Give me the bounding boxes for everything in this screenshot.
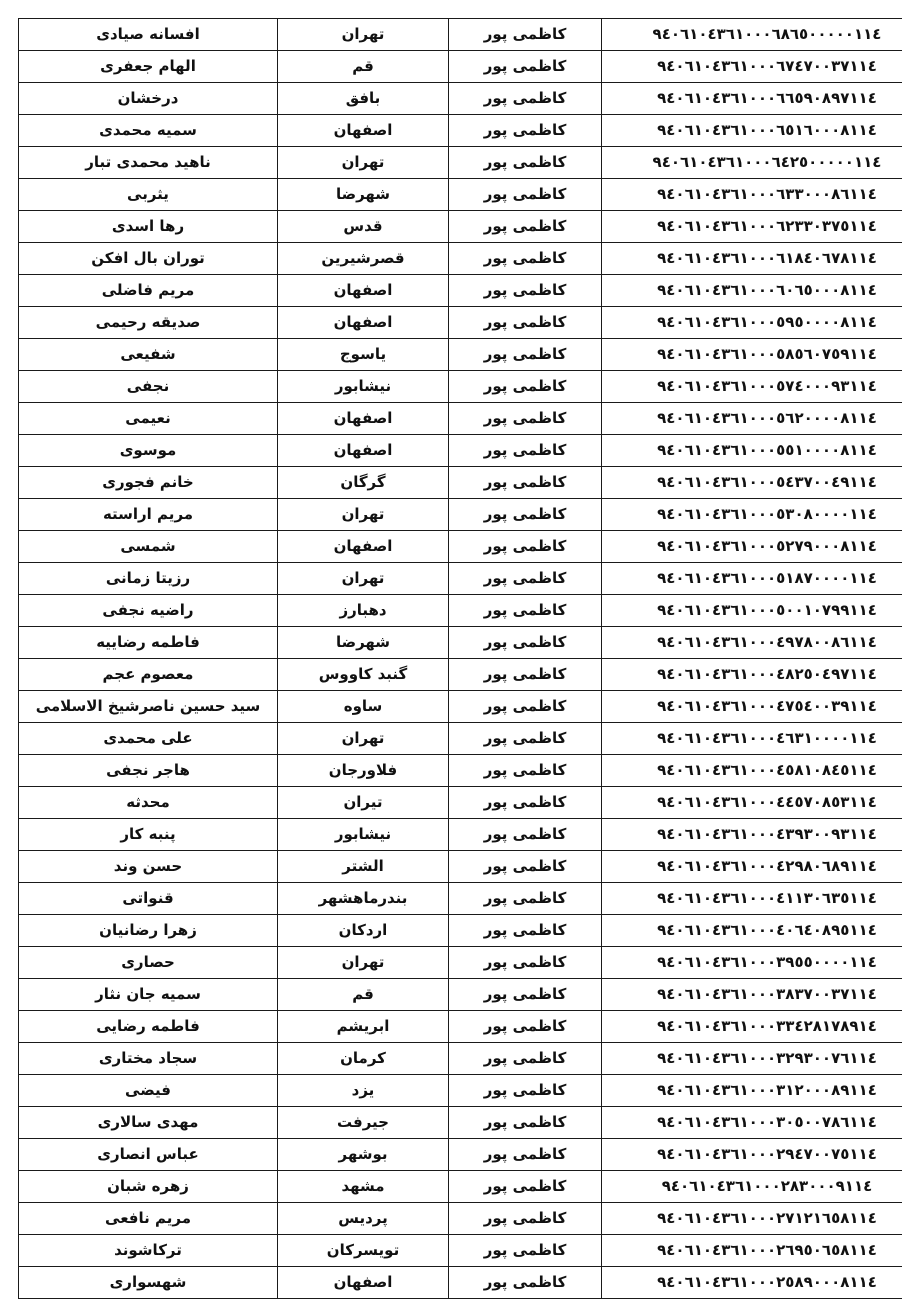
name-cell: ناهید محمدی تبار [19, 147, 278, 179]
agent-cell: کاظمی پور [449, 1171, 602, 1203]
code-cell: ۹٤۰٦۱۰٤۳٦۱۰۰۰٥۳۰۸۰۰۰۰۱۱٤ [602, 499, 902, 531]
agent-cell: کاظمی پور [449, 275, 602, 307]
name-cell: درخشان [19, 83, 278, 115]
table-row [19, 83, 902, 115]
agent-cell: کاظمی پور [449, 1139, 602, 1171]
code-cell: ۹٤۰٦۱۰٤۳٦۱۰۰۰۲۹٤۷۰۰۷٥۱۱٤ [602, 1139, 902, 1171]
agent-cell: کاظمی پور [449, 371, 602, 403]
table-row [19, 755, 902, 787]
table-row [19, 1267, 902, 1299]
code-cell: ۹٤۰٦۱۰٤۳٦۱۰۰۰٥٤۳۷۰۰٤۹۱۱٤ [602, 467, 902, 499]
city-cell: اردکان [278, 915, 449, 947]
table-row [19, 115, 902, 147]
city-cell: نیشابور [278, 819, 449, 851]
code-cell: ۹٤۰٦۱۰٤۳٦۱۰۰۰٥۲۷۹۰۰۰۸۱۱٤ [602, 531, 902, 563]
code-cell: ۹٤۰٦۱۰٤۳٦۱۰۰۰٦۸٦٥۰۰۰۰۰۱۱٤ [602, 19, 902, 51]
name-cell: نجفی [19, 371, 278, 403]
name-cell: صدیقه رحیمی [19, 307, 278, 339]
agent-cell: کاظمی پور [449, 211, 602, 243]
city-cell: مشهد [278, 1171, 449, 1203]
name-cell: سید حسین ناصرشیخ الاسلامی [19, 691, 278, 723]
table-row [19, 243, 902, 275]
name-cell: زهرا رضانیان [19, 915, 278, 947]
code-cell: ۹٤۰٦۱۰٤۳٦۱۰۰۰٦٤۲٥۰۰۰۰۰۱۱٤ [602, 147, 902, 179]
name-cell: فاطمه رضایی [19, 1011, 278, 1043]
agent-cell: کاظمی پور [449, 147, 602, 179]
records-table-body [19, 19, 902, 1299]
document-page [18, 18, 880, 1274]
agent-cell: کاظمی پور [449, 659, 602, 691]
table-row [19, 531, 902, 563]
name-cell: حسن وند [19, 851, 278, 883]
table-row [19, 627, 902, 659]
agent-cell: کاظمی پور [449, 1235, 602, 1267]
city-cell: فلاورجان [278, 755, 449, 787]
code-cell: ۹٤۰٦۱۰٤۳٦۱۰۰۰۲٦۹٥۰٦٥۸۱۱٤ [602, 1235, 902, 1267]
agent-cell: کاظمی پور [449, 947, 602, 979]
name-cell: معصوم عجم [19, 659, 278, 691]
city-cell: تیران [278, 787, 449, 819]
code-cell: ۹٤۰٦۱۰٤۳٦۱۰۰۰٥۰۰۱۰۷۹۹۱۱٤ [602, 595, 902, 627]
table-row [19, 1203, 902, 1235]
agent-cell: کاظمی پور [449, 979, 602, 1011]
agent-cell: کاظمی پور [449, 787, 602, 819]
table-row [19, 499, 902, 531]
table-row [19, 51, 902, 83]
city-cell: اصفهان [278, 1267, 449, 1299]
agent-cell: کاظمی پور [449, 915, 602, 947]
code-cell: ۹٤۰٦۱۰٤۳٦۱۰۰۰۲۷۱۲۱٦٥۸۱۱٤ [602, 1203, 902, 1235]
table-row [19, 1043, 902, 1075]
code-cell: ۹٤۰٦۱۰٤۳٦۱۰۰۰٤٥۸۱۰۸٤٥۱۱٤ [602, 755, 902, 787]
agent-cell: کاظمی پور [449, 243, 602, 275]
agent-cell: کاظمی پور [449, 179, 602, 211]
city-cell: بافق [278, 83, 449, 115]
code-cell: ۹٤۰٦۱۰٤۳٦۱۰۰۰٤۱۱۳۰٦۳٥۱۱٤ [602, 883, 902, 915]
city-cell: تهران [278, 723, 449, 755]
code-cell: ۹٤۰٦۱۰٤۳٦۱۰۰۰٥۱۸۷۰۰۰۰۱۱٤ [602, 563, 902, 595]
code-cell: ۹٤۰٦۱۰٤۳٦۱۰۰۰٦۰٦٥۰۰۰۸۱۱٤ [602, 275, 902, 307]
table-row [19, 1235, 902, 1267]
agent-cell: کاظمی پور [449, 1107, 602, 1139]
agent-cell: کاظمی پور [449, 1203, 602, 1235]
name-cell: مریم نافعی [19, 1203, 278, 1235]
name-cell: ترکاشوند [19, 1235, 278, 1267]
name-cell: یثربی [19, 179, 278, 211]
table-row [19, 787, 902, 819]
city-cell: قصرشیرین [278, 243, 449, 275]
code-cell: ۹٤۰٦۱۰٤۳٦۱۰۰۰٥۸٥٦۰۷٥۹۱۱٤ [602, 339, 902, 371]
code-cell: ۹٤۰٦۱۰٤۳٦۱۰۰۰٥۹٥۰۰۰۰۸۱۱٤ [602, 307, 902, 339]
city-cell: تهران [278, 947, 449, 979]
code-cell: ۹٤۰٦۱۰٤۳٦۱۰۰۰٦۲۳۳۰۳۷٥۱۱٤ [602, 211, 902, 243]
agent-cell: کاظمی پور [449, 883, 602, 915]
city-cell: ابریشم [278, 1011, 449, 1043]
city-cell: دهبارز [278, 595, 449, 627]
name-cell: نعیمی [19, 403, 278, 435]
table-row [19, 947, 902, 979]
agent-cell: کاظمی پور [449, 627, 602, 659]
name-cell: مریم فاضلی [19, 275, 278, 307]
agent-cell: کاظمی پور [449, 51, 602, 83]
code-cell: ۹٤۰٦۱۰٤۳٦۱۰۰۰٤۳۹۳۰۰۹۳۱۱٤ [602, 819, 902, 851]
code-cell: ۹٤۰٦۱۰٤۳٦۱۰۰۰٦۳۳۰۰۰۸٦۱۱٤ [602, 179, 902, 211]
table-row [19, 307, 902, 339]
name-cell: سمیه محمدی [19, 115, 278, 147]
city-cell: بندرماهشهر [278, 883, 449, 915]
agent-cell: کاظمی پور [449, 339, 602, 371]
table-row [19, 467, 902, 499]
city-cell: پردیس [278, 1203, 449, 1235]
agent-cell: کاظمی پور [449, 403, 602, 435]
city-cell: اصفهان [278, 531, 449, 563]
name-cell: توران بال افکن [19, 243, 278, 275]
code-cell: ۹٤۰٦۱۰٤۳٦۱۰۰۰٦٦٥۹۰۸۹۷۱۱٤ [602, 83, 902, 115]
name-cell: عباس انصاری [19, 1139, 278, 1171]
name-cell: رزیتا زمانی [19, 563, 278, 595]
table-row [19, 1139, 902, 1171]
city-cell: جیرفت [278, 1107, 449, 1139]
agent-cell: کاظمی پور [449, 851, 602, 883]
name-cell: شهسواری [19, 1267, 278, 1299]
code-cell: ۹٤۰٦۱۰٤۳٦۱۰۰۰٤٤٥۷۰۸٥۳۱۱٤ [602, 787, 902, 819]
city-cell: گنبد کاووس [278, 659, 449, 691]
code-cell: ۹٤۰٦۱۰٤۳٦۱۰۰۰٤٦۳۱۰۰۰۰۱۱٤ [602, 723, 902, 755]
code-cell: ۹٤۰٦۱۰٤۳٦۱۰۰۰۲۸۳۰۰۰۹۱۱٤ [602, 1171, 902, 1203]
code-cell: ۹٤۰٦۱۰٤۳٦۱۰۰۰۳۲۹۳۰۰۷٦۱۱٤ [602, 1043, 902, 1075]
table-row [19, 1011, 902, 1043]
name-cell: هاجر نجفی [19, 755, 278, 787]
city-cell: بوشهر [278, 1139, 449, 1171]
table-row [19, 147, 902, 179]
table-row [19, 19, 902, 51]
name-cell: شمسی [19, 531, 278, 563]
code-cell: ۹٤۰٦۱۰٤۳٦۱۰۰۰٤۷٥٤۰۰۳۹۱۱٤ [602, 691, 902, 723]
table-row [19, 723, 902, 755]
code-cell: ۹٤۰٦۱۰٤۳٦۱۰۰۰٤۸۲٥۰٤۹۷۱۱٤ [602, 659, 902, 691]
table-row [19, 435, 902, 467]
city-cell: تهران [278, 563, 449, 595]
name-cell: مریم اراسته [19, 499, 278, 531]
city-cell: ساوه [278, 691, 449, 723]
name-cell: شفیعی [19, 339, 278, 371]
table-row [19, 915, 902, 947]
agent-cell: کاظمی پور [449, 467, 602, 499]
code-cell: ۹٤۰٦۱۰٤۳٦۱۰۰۰٥۷٤۰۰۰۹۳۱۱٤ [602, 371, 902, 403]
agent-cell: کاظمی پور [449, 1043, 602, 1075]
city-cell: اصفهان [278, 307, 449, 339]
code-cell: ۹٤۰٦۱۰٤۳٦۱۰۰۰٥٥۱۰۰۰۰۸۱۱٤ [602, 435, 902, 467]
name-cell: افسانه صیادی [19, 19, 278, 51]
table-row [19, 1107, 902, 1139]
agent-cell: کاظمی پور [449, 723, 602, 755]
code-cell: ۹٤۰٦۱۰٤۳٦۱۰۰۰٦۷٤۷۰۰۳۷۱۱٤ [602, 51, 902, 83]
city-cell: شهرضا [278, 627, 449, 659]
table-row [19, 979, 902, 1011]
name-cell: علی محمدی [19, 723, 278, 755]
name-cell: سجاد مختاری [19, 1043, 278, 1075]
agent-cell: کاظمی پور [449, 19, 602, 51]
city-cell: شهرضا [278, 179, 449, 211]
name-cell: پنبه کار [19, 819, 278, 851]
table-row [19, 883, 902, 915]
name-cell: سمیه جان نثار [19, 979, 278, 1011]
agent-cell: کاظمی پور [449, 819, 602, 851]
code-cell: ۹٤۰٦۱۰٤۳٦۱۰۰۰۳۰٥۰۰۷۸٦۱۱٤ [602, 1107, 902, 1139]
name-cell: رها اسدی [19, 211, 278, 243]
city-cell: تویسرکان [278, 1235, 449, 1267]
code-cell: ۹٤۰٦۱۰٤۳٦۱۰۰۰۳۱۲۰۰۰۸۹۱۱٤ [602, 1075, 902, 1107]
name-cell: خانم فجوری [19, 467, 278, 499]
agent-cell: کاظمی پور [449, 499, 602, 531]
table-row [19, 659, 902, 691]
name-cell: فیضی [19, 1075, 278, 1107]
code-cell: ۹٤۰٦۱۰٤۳٦۱۰۰۰٦٥۱٦۰۰۰۸۱۱٤ [602, 115, 902, 147]
table-row [19, 563, 902, 595]
city-cell: الشتر [278, 851, 449, 883]
city-cell: قدس [278, 211, 449, 243]
table-row [19, 1075, 902, 1107]
name-cell: موسوی [19, 435, 278, 467]
table-row [19, 339, 902, 371]
table-row [19, 371, 902, 403]
city-cell: یزد [278, 1075, 449, 1107]
agent-cell: کاظمی پور [449, 307, 602, 339]
city-cell: اصفهان [278, 115, 449, 147]
city-cell: اصفهان [278, 275, 449, 307]
city-cell: اصفهان [278, 435, 449, 467]
agent-cell: کاظمی پور [449, 755, 602, 787]
name-cell: حصاری [19, 947, 278, 979]
table-row [19, 1171, 902, 1203]
table-row [19, 403, 902, 435]
agent-cell: کاظمی پور [449, 1075, 602, 1107]
name-cell: راضیه نجفی [19, 595, 278, 627]
agent-cell: کاظمی پور [449, 83, 602, 115]
table-row [19, 179, 902, 211]
code-cell: ۹٤۰٦۱۰٤۳٦۱۰۰۰٦۱۸٤۰٦۷۸۱۱٤ [602, 243, 902, 275]
code-cell: ۹٤۰٦۱۰٤۳٦۱۰۰۰۳۹٥٥۰۰۰۰۱۱٤ [602, 947, 902, 979]
records-table [18, 18, 902, 1299]
code-cell: ۹٤۰٦۱۰٤۳٦۱۰۰۰٤۲۹۸۰٦۸۹۱۱٤ [602, 851, 902, 883]
agent-cell: کاظمی پور [449, 1267, 602, 1299]
code-cell: ۹٤۰٦۱۰٤۳٦۱۰۰۰٤۹۷۸۰۰۸٦۱۱٤ [602, 627, 902, 659]
agent-cell: کاظمی پور [449, 531, 602, 563]
agent-cell: کاظمی پور [449, 691, 602, 723]
name-cell: زهره شبان [19, 1171, 278, 1203]
code-cell: ۹٤۰٦۱۰٤۳٦۱۰۰۰۲٥۸۹۰۰۰۸۱۱٤ [602, 1267, 902, 1299]
city-cell: قم [278, 979, 449, 1011]
table-row [19, 275, 902, 307]
city-cell: نیشابور [278, 371, 449, 403]
agent-cell: کاظمی پور [449, 435, 602, 467]
name-cell: قنواتی [19, 883, 278, 915]
table-row [19, 595, 902, 627]
table-row [19, 851, 902, 883]
agent-cell: کاظمی پور [449, 1011, 602, 1043]
table-row [19, 211, 902, 243]
code-cell: ۹٤۰٦۱۰٤۳٦۱۰۰۰۳۸۳۷۰۰۳۷۱۱٤ [602, 979, 902, 1011]
agent-cell: کاظمی پور [449, 115, 602, 147]
code-cell: ۹٤۰٦۱۰٤۳٦۱۰۰۰٤۰٦٤۰۸۹٥۱۱٤ [602, 915, 902, 947]
table-row [19, 691, 902, 723]
city-cell: کرمان [278, 1043, 449, 1075]
city-cell: قم [278, 51, 449, 83]
name-cell: مهدی سالاری [19, 1107, 278, 1139]
name-cell: محدثه [19, 787, 278, 819]
city-cell: تهران [278, 147, 449, 179]
code-cell: ۹٤۰٦۱۰٤۳٦۱۰۰۰٥٦۲۰۰۰۰۸۱۱٤ [602, 403, 902, 435]
name-cell: فاطمه رضاییه [19, 627, 278, 659]
city-cell: اصفهان [278, 403, 449, 435]
city-cell: یاسوج [278, 339, 449, 371]
agent-cell: کاظمی پور [449, 595, 602, 627]
name-cell: الهام جعفری [19, 51, 278, 83]
agent-cell: کاظمی پور [449, 563, 602, 595]
city-cell: تهران [278, 19, 449, 51]
table-row [19, 819, 902, 851]
city-cell: گرگان [278, 467, 449, 499]
code-cell: ۹٤۰٦۱۰٤۳٦۱۰۰۰۳۳٤۲۸۱۷۸۹۱٤ [602, 1011, 902, 1043]
city-cell: تهران [278, 499, 449, 531]
